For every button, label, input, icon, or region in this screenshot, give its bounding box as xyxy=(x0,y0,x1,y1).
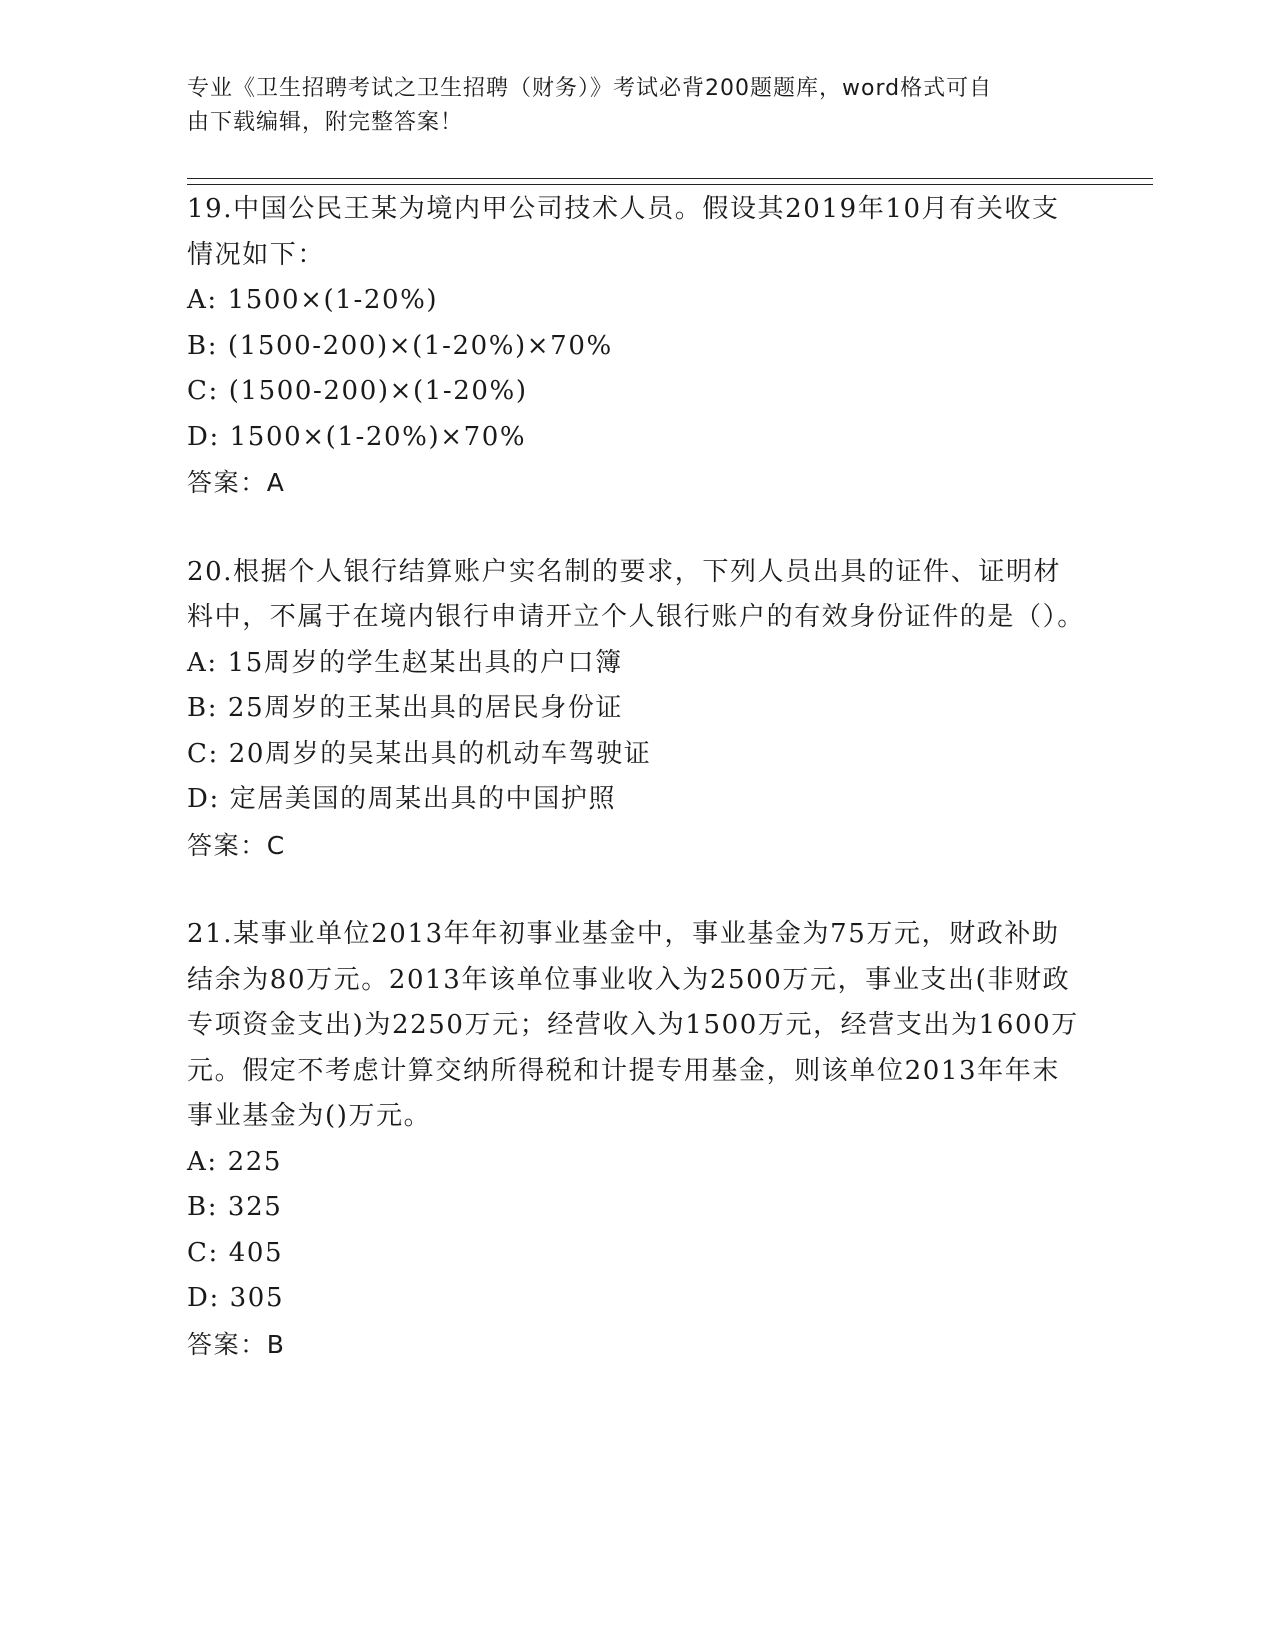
question-stem: 某事业单位2013年年初事业基金中，事业基金为75万元，财政补助结余为80万元。2013年该单位事业收入为2500万元，事业支出(非财政专项资金支出)为2250万元；经营收入为1500万元，经营支出为1600万元。假定不考虑计算交纳所得税和计提专用基金，则该单位2013年年末事业基金为()万元。 xyxy=(187,919,1079,1131)
option-b: B: (1500-200)×(1-20%)×70% xyxy=(187,330,613,361)
answer-line: 答案：B xyxy=(187,1329,286,1359)
option-c: C: 20周岁的吴某出具的机动车驾驶证 xyxy=(187,738,652,769)
question-stem: 根据个人银行结算账户实名制的要求，下列人员出具的证件、证明材料中，不属于在境内银行申请开立个人银行账户的有效身份证件的是（）。 xyxy=(187,556,1085,632)
question-text xyxy=(187,550,1087,641)
option-c: C: (1500-200)×(1-20%) xyxy=(187,376,528,406)
question-text xyxy=(187,187,1087,278)
option-b: B: 325 xyxy=(187,1192,283,1222)
header-divider-bottom xyxy=(187,184,1153,185)
question-stem: 中国公民王某为境内甲公司技术人员。假设其2019年10月有关收支情况如下： xyxy=(187,194,1060,270)
question-number: 19. xyxy=(187,194,234,224)
option-a: A: 1500×(1-20%) xyxy=(187,285,439,315)
document-header xyxy=(187,72,1067,140)
option-d: D: 定居美国的周某出具的中国护照 xyxy=(187,784,617,814)
option-b: B: 25周岁的王某出具的居民身份证 xyxy=(187,693,624,723)
option-d: D: 305 xyxy=(187,1283,285,1313)
question-list xyxy=(187,187,1087,1367)
question-spacer xyxy=(187,868,1087,912)
question-21 xyxy=(187,912,1087,1367)
option-c: C: 405 xyxy=(187,1237,284,1268)
header-line-2: 由下载编辑，附完整答案！ xyxy=(187,110,464,135)
header-divider-top xyxy=(187,178,1153,179)
question-19 xyxy=(187,187,1087,506)
answer-line: 答案：A xyxy=(187,468,286,497)
question-number: 20. xyxy=(187,556,234,587)
answer-line: 答案：C xyxy=(187,830,286,860)
question-spacer xyxy=(187,506,1087,550)
header-line-1: 专业《卫生招聘考试之卫生招聘（财务）》考试必背200题题库，word格式可自 xyxy=(187,76,993,101)
question-20 xyxy=(187,550,1087,869)
question-number: 21. xyxy=(187,919,234,949)
option-a: A: 15周岁的学生赵某出具的户口簿 xyxy=(187,647,623,678)
question-text xyxy=(187,912,1087,1140)
option-d: D: 1500×(1-20%)×70% xyxy=(187,421,527,452)
option-a: A: 225 xyxy=(187,1146,283,1177)
